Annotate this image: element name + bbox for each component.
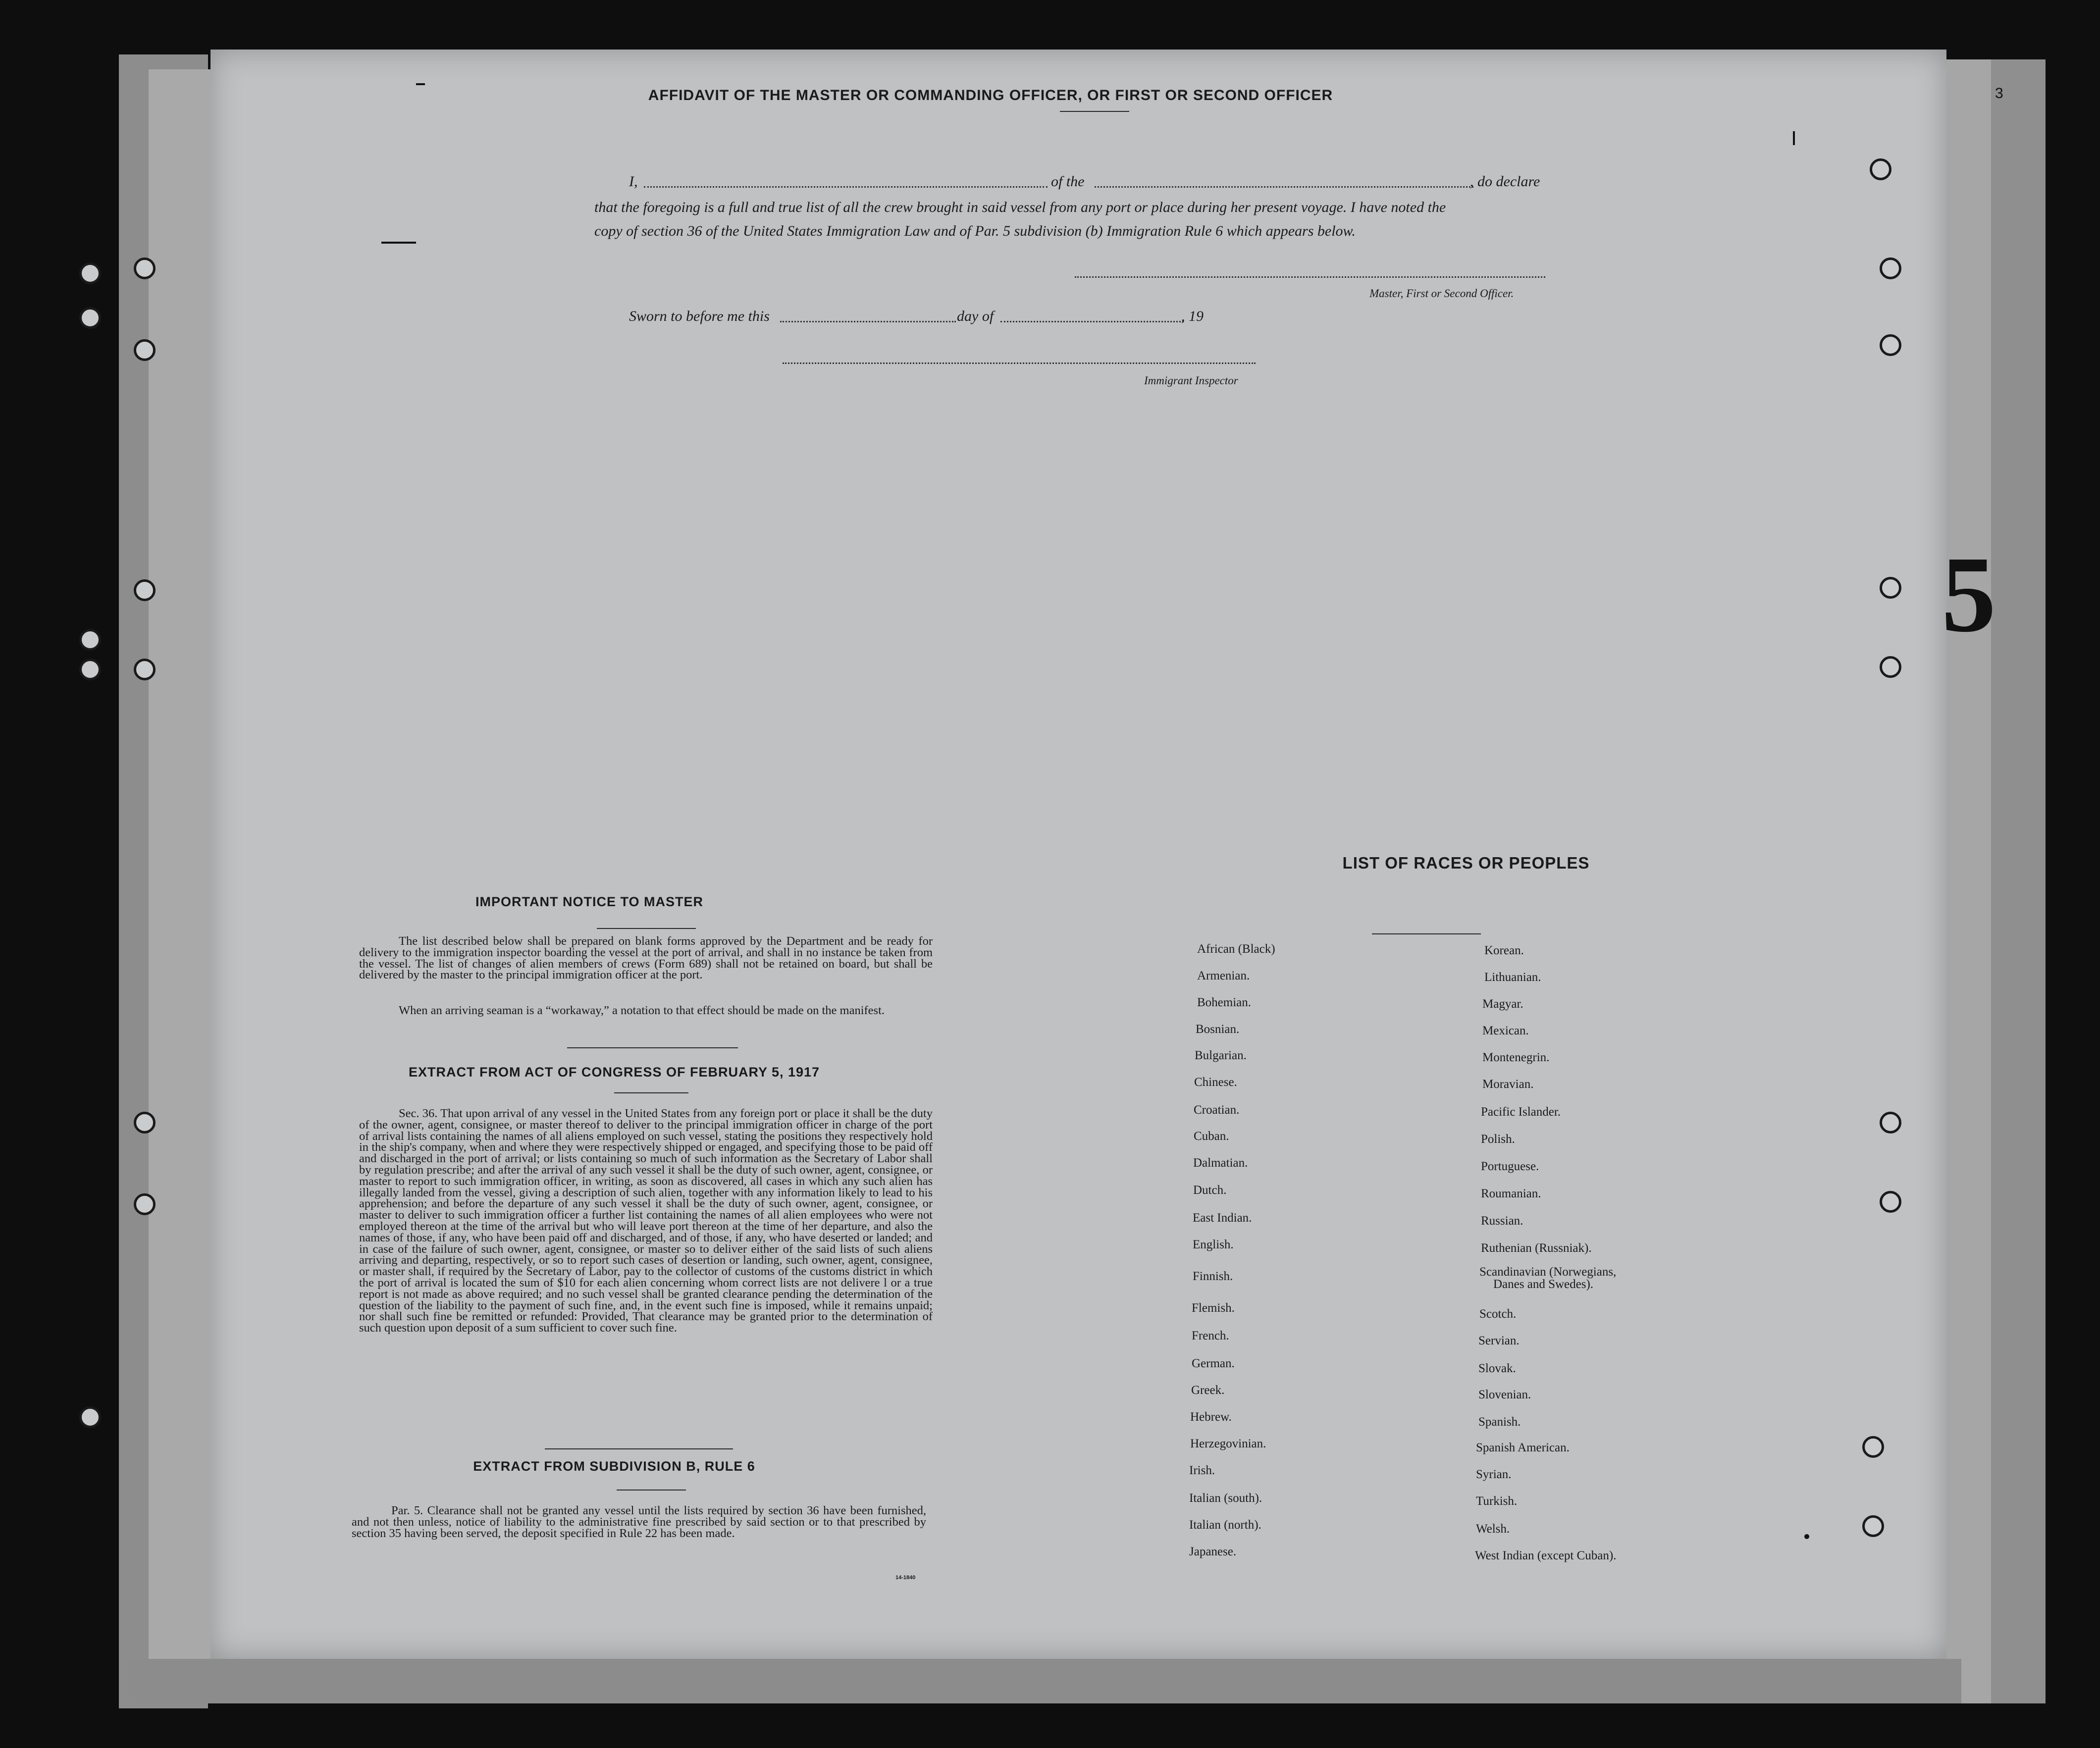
act-extract-heading: EXTRACT FROM ACT OF CONGRESS OF FEBRUARY 5, 1917 (408, 1065, 820, 1080)
race-right-item: Scandinavian (Norwegians, (1479, 1265, 1617, 1279)
race-left-item: African (Black) (1197, 942, 1275, 956)
race-right-item: Welsh. (1476, 1522, 1510, 1536)
affidavit-line-1: that the foregoing is a full and true list of all the crew brought in said vessel from any port or place during her present voyage. I have noted the (594, 199, 1446, 215)
inspector-signature-line[interactable] (783, 362, 1256, 364)
race-left-item: Herzegovinian. (1190, 1437, 1266, 1450)
year-label: , 19 (1181, 308, 1204, 324)
races-heading: LIST OF RACES OR PEOPLES (1342, 854, 1590, 872)
punch-hole-icon (79, 629, 101, 651)
punch-hole-icon (134, 339, 156, 361)
punch-hole-icon (134, 257, 156, 279)
race-left-item: Dalmatian. (1193, 1156, 1248, 1170)
punch-hole-icon (1880, 577, 1901, 599)
race-left-item: Hebrew. (1190, 1410, 1232, 1424)
affidavit-of-the-label: of the (1051, 173, 1085, 190)
punch-hole-icon (134, 659, 156, 680)
master-signature-line[interactable] (1075, 276, 1545, 278)
race-right-item: Montenegrin. (1482, 1051, 1550, 1064)
race-right-item: Spanish American. (1476, 1441, 1570, 1454)
punch-hole-icon (1880, 1191, 1901, 1213)
master-caption: Master, First or Second Officer. (1369, 287, 1514, 300)
punch-hole-icon (1880, 1112, 1901, 1133)
race-left-item: French. (1192, 1329, 1229, 1342)
punch-hole-icon (134, 579, 156, 601)
act-extract-text: Sec. 36. That upon arrival of any vessel in the United States from any foreign port or place it shall be the duty of the owner, agent, consignee, or master thereof to deliver to the principal immigration officer in charge of the port of arrival lists containing the names of all aliens employed on such vessel, stating the positions they respectively hold in the ship's company, when and where they were respectively shipped or engaged, and specifying those to be paid off and discharged in the port of arrival; or lists containing so much of such information as the Secretary of Labor shall by regulation prescribe; and after the arrival of any such vessel it shall be the duty of such owner, agent, consignee, or master to report to such immigration officer, in writing, as soon as discovered, all cases in which any such alien has illegally landed from the vessel, giving a description of such alien, together with any information likely to lead to his apprehension; and before the departure of any such vessel it shall be the duty of such owner, agent, consignee, or master to deliver to such immigration officer a further list containing the names of all alien employees who were not employed thereon at the time of the arrival but who will leave port thereon at the time of her departure, and also the names of those, if any, who have been paid off and discharged, and of those, if any, who have deserted or landed; and in case of the failure of such owner, agent, consignee, or master so to deliver either of the said lists of such aliens arriving and departing, respectively, or so to report such cases of desertion or landing, such owner, agent, consignee, or master shall, if required by the Secretary of Labor, pay to the collector of customs of the customs district in which the port of arrival is located the sum of $10 for each alien concerning whom correct lists are not delivere l or a true report is not made as above required; and no such vessel shall be granted clearance pending the determination of the question of the liability to the payment of such fine, and, in the event such fine is imposed, while it remains unpaid; nor shall such fine be remitted or refunded: Provided, That clearance may be granted prior to the determination of such question upon deposit of a sum sufficient to cover such fine. (359, 1107, 933, 1335)
race-left-item: Croatian. (1194, 1103, 1240, 1117)
punch-hole-icon (79, 659, 101, 680)
race-right-item: Magyar. (1482, 997, 1523, 1011)
title-underline (1060, 111, 1129, 112)
sworn-day-field-line[interactable] (780, 321, 956, 322)
race-right-item: Polish. (1481, 1132, 1515, 1146)
affidavit-do-declare: , do declare (1470, 173, 1540, 190)
race-left-item: Armenian. (1197, 969, 1250, 982)
notice-paragraph-1: The list described below shall be prepared on blank forms approved by the Department and be ready for delivery to the immigration inspector boarding the vessel at the port of arrival, and shall in no instance be taken from the vessel. The list of changes of alien members of crews (Form 689) shall not be retained on board, but shall be delivered by the master to the principal immigration officer at the port. (359, 934, 933, 982)
race-left-item: Finnish. (1193, 1270, 1233, 1283)
punch-hole-icon (1870, 158, 1891, 180)
punch-hole-icon (79, 307, 101, 329)
stray-mark (381, 242, 416, 244)
race-left-item: Dutch. (1193, 1183, 1227, 1197)
form-number: 14-1840 (895, 1575, 916, 1581)
race-right-item: Slovak. (1478, 1362, 1516, 1375)
inspector-caption: Immigrant Inspector (1144, 374, 1238, 387)
race-right-item: West Indian (except Cuban). (1475, 1549, 1617, 1562)
punch-hole-icon (1880, 257, 1901, 279)
punch-hole-icon (79, 1406, 101, 1428)
rule-extract-text: Par. 5. Clearance shall not be granted any vessel until the lists required by section 36 have been furnished, and not then unless, notice of liability to the administrative fine prescribed by said section or to that prescribed by section 35 having been served, the deposit specified in Rule 22 has been made. (352, 1504, 926, 1540)
notice-paragraph-2: When an arriving seaman is a “workaway,” a notation to that effect should be made on the manifest. (399, 1004, 885, 1017)
race-left-item: Greek. (1191, 1384, 1225, 1397)
race-left-item: Bulgarian. (1195, 1049, 1247, 1062)
race-right-item: Slovenian. (1478, 1388, 1531, 1401)
punch-hole-icon (1880, 334, 1901, 356)
race-left-item: Italian (south). (1189, 1491, 1262, 1505)
race-left-item: Italian (north). (1189, 1518, 1261, 1532)
punch-hole-icon (1880, 656, 1901, 678)
notice-underline (597, 928, 696, 929)
day-of-label: day of (957, 308, 994, 324)
race-right-item: Ruthenian (Russniak). (1481, 1241, 1592, 1255)
page-number: 3 (1995, 85, 2003, 102)
race-left-item: Bosnian. (1196, 1023, 1240, 1036)
punch-hole-icon (1862, 1436, 1884, 1458)
race-left-item: Flemish. (1192, 1301, 1235, 1315)
punch-hole-icon (134, 1112, 156, 1133)
race-right-item: Danes and Swedes). (1493, 1278, 1594, 1291)
vessel-field-line[interactable] (1095, 186, 1473, 188)
affidavit-i-label: I, (629, 173, 638, 190)
name-field-line[interactable] (644, 186, 1048, 188)
race-left-item: Cuban. (1194, 1130, 1229, 1143)
race-left-item: Chinese. (1194, 1076, 1237, 1089)
act-separator (545, 1448, 733, 1449)
race-right-item: Scotch. (1479, 1307, 1517, 1321)
punch-hole-icon (79, 262, 101, 284)
rule-extract-heading: EXTRACT FROM SUBDIVISION B, RULE 6 (473, 1459, 755, 1474)
race-right-item: Pacific Islander. (1481, 1105, 1561, 1119)
stray-mark (1804, 1534, 1809, 1539)
stray-mark (1793, 131, 1795, 145)
punch-hole-icon (134, 1193, 156, 1215)
affidavit-line-2: copy of section 36 of the United States Immigration Law and of Par. 5 subdivision (b) Immigration Rule 6 which appears below. (594, 223, 1356, 239)
sworn-month-field-line[interactable] (1000, 321, 1184, 322)
race-left-item: German. (1192, 1357, 1235, 1370)
punch-hole-icon (1862, 1515, 1884, 1537)
race-right-item: Mexican. (1482, 1024, 1529, 1037)
notice-separator (567, 1047, 738, 1048)
race-right-item: Korean. (1484, 944, 1524, 957)
race-right-item: Russian. (1481, 1214, 1523, 1228)
race-right-item: Spanish. (1478, 1415, 1521, 1429)
race-left-item: East Indian. (1193, 1211, 1252, 1225)
race-right-item: Portuguese. (1481, 1160, 1539, 1173)
race-left-item: Bohemian. (1197, 996, 1252, 1009)
race-left-item: Japanese. (1189, 1545, 1237, 1558)
sworn-label: Sworn to before me this (629, 308, 770, 324)
race-right-item: Servian. (1478, 1334, 1520, 1347)
race-left-item: English. (1193, 1238, 1234, 1251)
race-right-item: Moravian. (1482, 1078, 1534, 1091)
race-right-item: Turkish. (1476, 1494, 1518, 1508)
rule-underline (617, 1490, 686, 1491)
notice-heading: IMPORTANT NOTICE TO MASTER (475, 894, 703, 909)
stray-mark (416, 83, 425, 85)
bottom-binder-strip (129, 1659, 1961, 1703)
affidavit-title: AFFIDAVIT OF THE MASTER OR COMMANDING OFFICER, OR FIRST OR SECOND OFFICER (648, 87, 1333, 103)
races-underline (1372, 933, 1481, 934)
handwritten-digit: 5 (1942, 534, 1996, 655)
race-right-item: Roumanian. (1481, 1187, 1541, 1200)
race-right-item: Lithuanian. (1484, 971, 1541, 984)
race-right-item: Syrian. (1476, 1468, 1512, 1481)
left-binder-strip-inner (149, 69, 213, 1698)
act-underline (614, 1092, 688, 1093)
race-left-item: Irish. (1189, 1464, 1215, 1477)
right-binder-strip-inner (1946, 59, 1991, 1703)
